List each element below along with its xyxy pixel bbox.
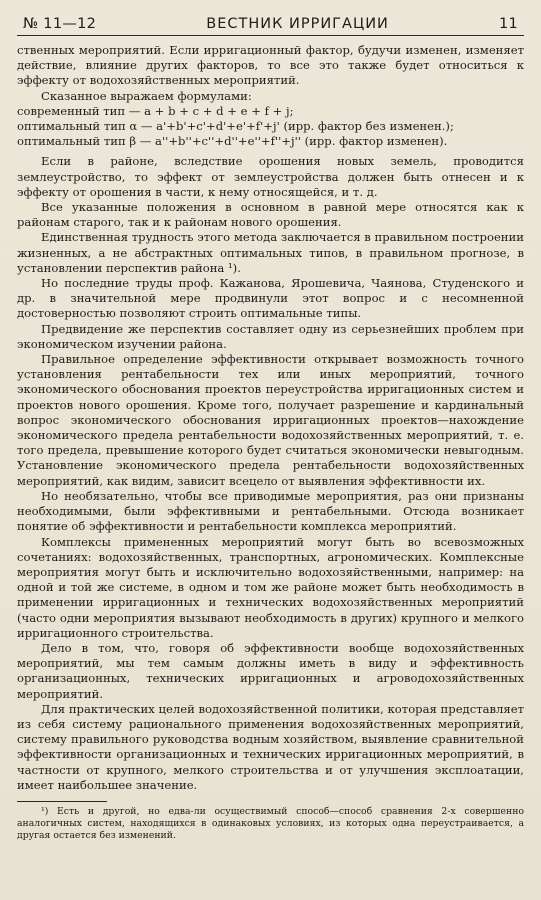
footnote: ¹) Есть и другой, но едва-ли осуществимый способ—способ сравнения 2-х совершенно аналогичных систем, находящихся в одинаковых условиях, из которых одна переустраивается, а другая остается без изменений.	[17, 805, 524, 841]
paragraph: ственных мероприятий. Если ирригационный фактор, будучи изменен, изменяет действие, влияние других факторов, то все это также будет относиться к эффекту от водохозяйственных мероприятий.	[17, 43, 524, 88]
formula-line: современный тип — a + b + c + d + e + f + j;	[17, 103, 294, 118]
journal-title: ВЕСТНИК ИРРИГАЦИИ	[206, 16, 389, 32]
paragraph: Если в районе, вследствие орошения новых земель, проводится землеустройство, то эффект от землеустройства должен быть отнесен и к эффекту от орошения в части, к нему относящейся, и т. д.	[17, 154, 524, 199]
page-number: 11	[498, 16, 518, 32]
formula-line: оптимальный тип α — a'+b'+c'+d'+e'+f'+j' (ирр. фактор без изменен.);	[17, 119, 454, 134]
paragraph: Правильное определение эффективности открывает возможность точного установления рентабельности тех или иных мероприятий, точного экономического обоснования проектов переустройства ирригационных систем и проектов нового орошения. Кроме того, получает разрешение и кардинальный вопрос экономического обоснования ирригационных проектов—нахождение экономического предела рентабельности водохозяйственных мероприятий, т. е. того предела, превышение которого будет считаться экономически невыгодным. Установление экономического предела рентабельности водохозяйственных мероприятий, как видим, зависит всецело от выявления эффективности их.	[17, 352, 524, 488]
footnote-rule	[17, 801, 107, 802]
issue-number: № 11—12	[23, 16, 97, 32]
page-header	[17, 16, 524, 35]
header-rule	[17, 35, 524, 36]
paragraph: Но последние труды проф. Кажанова, Ярошевича, Чаянова, Студенского и др. в значительной мере продвинули этот вопрос и с несомненной достоверностью позволяют строить оптимальные типы.	[17, 276, 524, 321]
paragraph: Предвидение же перспектив составляет одну из серьезнейших проблем при экономическом изучении района.	[17, 321, 524, 351]
paragraph: Но необязательно, чтобы все приводимые мероприятия, раз они признаны необходимыми, были эффективными и рентабельными. Отсюда возникает понятие об эффективности и рентабельности комплекса мероприятий.	[17, 488, 524, 534]
article-body	[17, 43, 524, 842]
formula-intro: Сказанное выражаем формулами:	[41, 88, 252, 103]
paragraph: Дело в том, что, говоря об эффективности вообще водохозяйственных мероприятий, мы тем самым должны иметь в виду и эффективность организационных, технических ирригационных и агроводохозяйственных мероприятий.	[17, 640, 524, 701]
paragraph: Комплексы примененных мероприятий могут быть во всевозможных сочетаниях: водохозяйственных, транспортных, агрономических. Комплексные мероприятия могут быть и исключительно водохозяйственными, например: на одной и той же системе, в одном и том же районе может быть необходимость в применении ирригационных и технических водохозяйственных мероприятий (часто одни мероприятия вызывают необходимость в других) крупного и мелкого ирригационного строительства.	[17, 534, 524, 640]
paragraph: Для практических целей водохозяйственной политики, которая представляет из себя систему рационального применения водохозяйственных мероприятий, систему правильного руководства водным хозяйством, выявление сравнительной эффективности организационных и технических ирригационных мероприятий, в частности от крупного, мелкого строительства и от улучшения эксплоатации, имеет наибольшее значение.	[17, 701, 524, 792]
formula-block	[17, 89, 524, 150]
formula-line: оптимальный тип β — a''+b''+c''+d''+e''+f''+j'' (ирр. фактор изменен).	[17, 134, 448, 149]
paragraph: Все указанные положения в основном в равной мере относятся как к районам старого, так и к районам нового орошения.	[17, 200, 524, 230]
paragraph: Единственная трудность этого метода заключается в правильном построении жизненных, а не абстрактных оптимальных типов, в правильном прогнозе, в установлении перспектив района ¹).	[17, 230, 524, 275]
